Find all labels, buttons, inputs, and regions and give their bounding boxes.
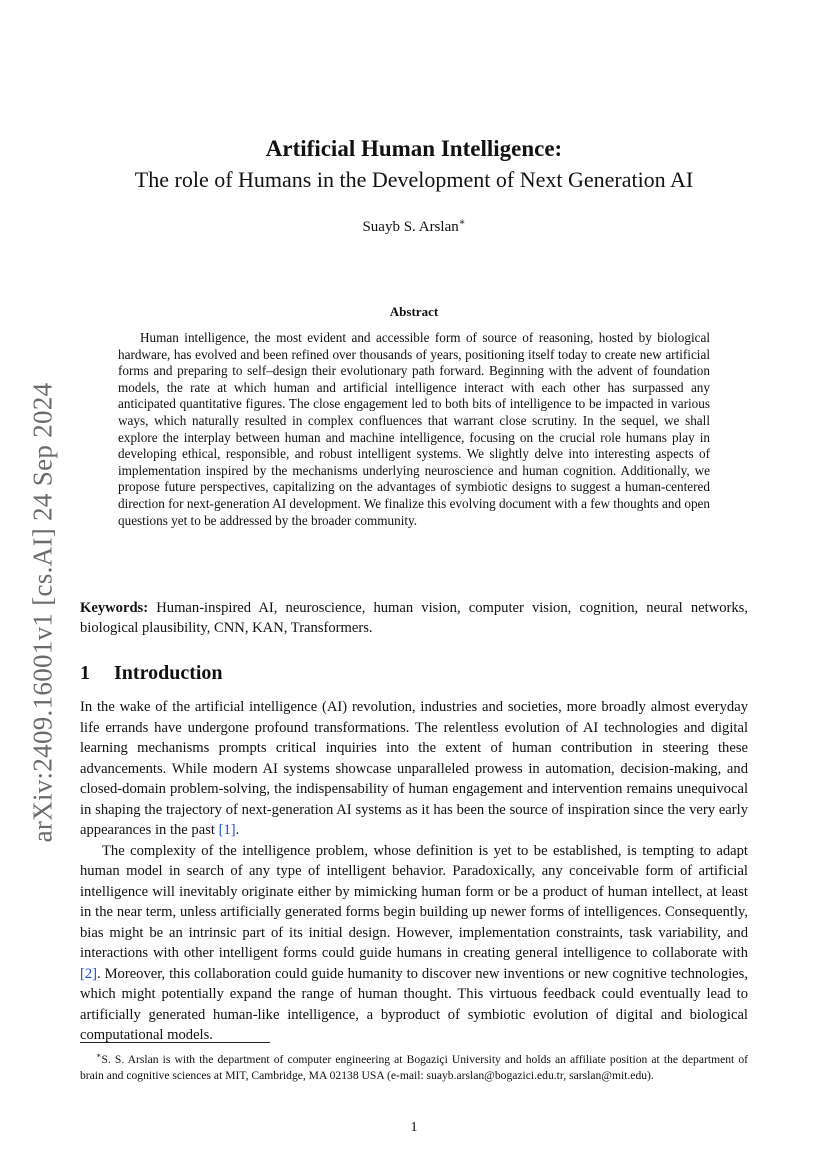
paragraph-text: In the wake of the artificial intelligence (AI) revolution, industries and societies, more broadly almost everyday life errands have undergone profound transformations. The relentless evolution of AI technologies and digital learning mechanisms prompts critical inquiries into the extent of human contribution in steering these advancements. While modern AI systems showcase unparalleled prowess in automation, decision-making, and closed-domain problem-solving, the indispensability of human engagement and intervention remains unequivocal in shaping the trajectory of next-generation AI systems as it has been the source of inspiration since the very early appearances in the past xyxy=(80,699,748,838)
author-line xyxy=(0,212,828,238)
section-number: 1 xyxy=(80,662,90,684)
section-title: Introduction xyxy=(114,662,223,684)
introduction-body xyxy=(80,697,748,1046)
abstract-heading: Abstract xyxy=(389,304,439,319)
paper-title: Artificial Human Intelligence: xyxy=(265,136,563,161)
section-heading xyxy=(80,660,223,686)
author-name: Suayb S. Arslan xyxy=(362,219,459,235)
citation-link[interactable]: [1] xyxy=(218,822,236,838)
keywords-label: Keywords: xyxy=(80,600,149,616)
keywords-text: Human-inspired AI, neuroscience, human vision, computer vision, cognition, neural networks, biological plausibility, CNN, KAN, Transformers. xyxy=(80,600,749,636)
page-number: 1 xyxy=(410,1120,418,1135)
paragraph-text-continued: . xyxy=(235,822,240,838)
footnote-text: S. S. Arslan is with the department of computer engineering at Bogaziçi University and holds an affiliate position at the department of brain and cognitive sciences at MIT, Cambridge, MA 02138 USA (e-mail: suayb.arslan@bogazici.edu.tr, sarslan@mit.edu). xyxy=(80,1052,748,1082)
paragraph-text: The complexity of the intelligence problem, whose definition is yet to be established, is tempting to adapt human model in search of any type of intelligent behavior. Paradoxically, any conceivable form of artificial intelligence will inevitably originate either by mimicking human form or be a product of human intellect, at least in the near term, unless artificially generated forms begin building up newer forms of intelligences. Consequently, bias might be an intrinsic part of its initial design. However, implementation constraints, task variability, and interactions with other intelligent forms could guide humans in creating general intelligence to collaborate with xyxy=(80,842,748,961)
abstract-text: Human intelligence, the most evident and accessible form of source of reasoning, hosted by biological hardware, has evolved and been refined over thousands of years, positioning itself today to create new artificial forms and preparing to self–design their evolutionary path forward. Beginning with the advent of foundation models, the rate at which human and artificial intelligence interact with each other has surpassed any anticipated quantitative figures. The close engagement led to both bits of intelligence to be impacted in various ways, which naturally resulted in complex confluences that warrant close scrutiny. In the sequel, we shall explore the interplay between human and machine intelligence, focusing on the crucial role humans play in developing ethical, responsible, and robust intelligent systems. We slightly delve into interesting aspects of implementation inspired by the mechanisms underlying neuroscience and human cognition. Additionally, we propose future perspectives, capitalizing on the advantages of symbiotic designs to suggest a human-centered direction for next-generation AI development. We finalize this evolving document with a few thoughts and open questions yet to be addressed by the broader community. xyxy=(118,330,710,528)
footnote-divider xyxy=(80,1042,270,1043)
paragraph xyxy=(80,697,748,841)
footnote-mark: ∗ xyxy=(96,1051,102,1060)
arxiv-identifier-text: arXiv:2409.16001v1 [cs.AI] 24 Sep 2024 xyxy=(27,382,58,842)
paragraph xyxy=(80,841,748,1046)
arxiv-identifier-stamp xyxy=(14,372,72,852)
author-footnote-mark: ∗ xyxy=(458,217,466,228)
paragraph-text-continued: . Moreover, this collaboration could guide humanity to discover new inventions or new cognitive technologies, which might potentially expand the range of human thought. This virtuous feedback could eventually lead to artificially generated human-like intelligence, a byproduct of symbiotic evolution of digital and biological computational models. xyxy=(80,965,748,1043)
keywords-block xyxy=(80,598,748,638)
paper-subtitle: The role of Humans in the Development of Next Generation AI xyxy=(134,167,694,192)
citation-link[interactable]: [2] xyxy=(80,965,98,982)
footnote xyxy=(80,1048,748,1084)
